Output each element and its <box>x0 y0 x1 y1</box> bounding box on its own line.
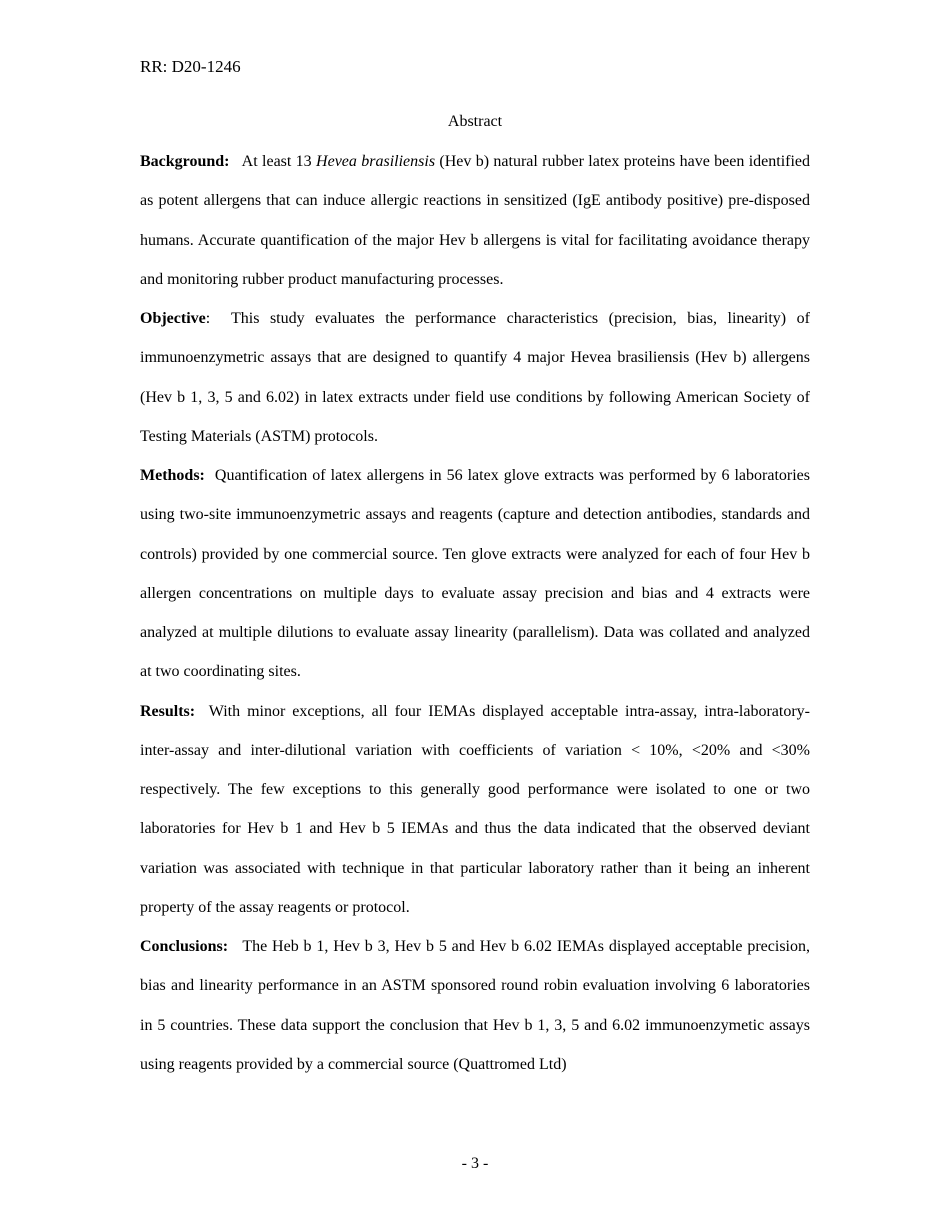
methods-text: Quantification of latex allergens in 56 latex glove extracts was performed by 6 laboratories using two-site immunoenzymetric assays and reagents (capture and detection antibodies, standards and controls) provided by one commercial source. Ten glove extracts were analyzed for each of four Hev b allergen concentrations on multiple days to evaluate assay precision and bias and 4 extracts were analyzed at multiple dilutions to evaluate assay linearity (parallelism). Data was collated and analyzed at two coordinating sites. <box>140 467 811 681</box>
results-label: Results: <box>140 702 196 720</box>
page-number: - 3 - <box>461 1155 489 1172</box>
background-text: (Hev b) natural rubber latex proteins have been identified as potent allergens that can induce allergic reactions in sensitized (IgE antibody positive) pre-disposed humans. Accurate quantification of the major Hev b allergens is vital for facilitating avoidance therapy and monitoring rubber product manufacturing processes. <box>140 153 811 288</box>
objective-text: This study evaluates the performance characteristics (precision, bias, linearity) of immunoenzymetric assays that are designed to quantify 4 major Hevea brasiliensis (Hev b) allergens (Hev b 1, 3, 5 and 6.02) in latex extracts under field use conditions by following American Society of Testing Materials (ASTM) protocols. <box>140 310 810 445</box>
background-text-start: At least 13 <box>241 153 312 170</box>
results-section <box>140 692 810 928</box>
background-species-name: Hevea brasiliensis <box>316 153 436 170</box>
conclusions-section <box>140 927 810 1084</box>
background-section <box>140 142 810 299</box>
report-id-header: RR: D20-1246 <box>140 57 241 76</box>
results-text: With minor exceptions, all four IEMAs displayed acceptable intra-assay, intra-laboratory-inter-assay and inter-dilutional variation with coefficients of variation < 10%, <20% and <30% respectively. The few exceptions to this generally good performance were isolated to one or two laboratories for Hev b 1 and Hev b 5 IEMAs and thus the data indicated that the observed deviant variation was associated with technique in that particular laboratory rather than it being an inherent property of the assay reagents or protocol. <box>140 702 810 916</box>
methods-label: Methods: <box>140 467 205 484</box>
conclusions-label: Conclusions: <box>140 938 229 955</box>
objective-colon: : <box>205 310 211 327</box>
methods-section <box>140 456 810 692</box>
abstract-body <box>140 142 810 1084</box>
objective-label: Objective <box>140 310 206 327</box>
objective-section <box>140 299 810 456</box>
abstract-title: Abstract <box>447 113 503 130</box>
conclusions-text: The Heb b 1, Hev b 3, Hev b 5 and Hev b 6.02 IEMAs displayed acceptable precision, bias and linearity performance in an ASTM sponsored round robin evaluation involving 6 laboratories in 5 countries. These data support the conclusion that Hev b 1, 3, 5 and 6.02 immunoenzymetic assays using reagents provided by a commercial source (Quattromed Ltd) <box>140 938 810 1073</box>
background-label: Background: <box>140 153 230 170</box>
